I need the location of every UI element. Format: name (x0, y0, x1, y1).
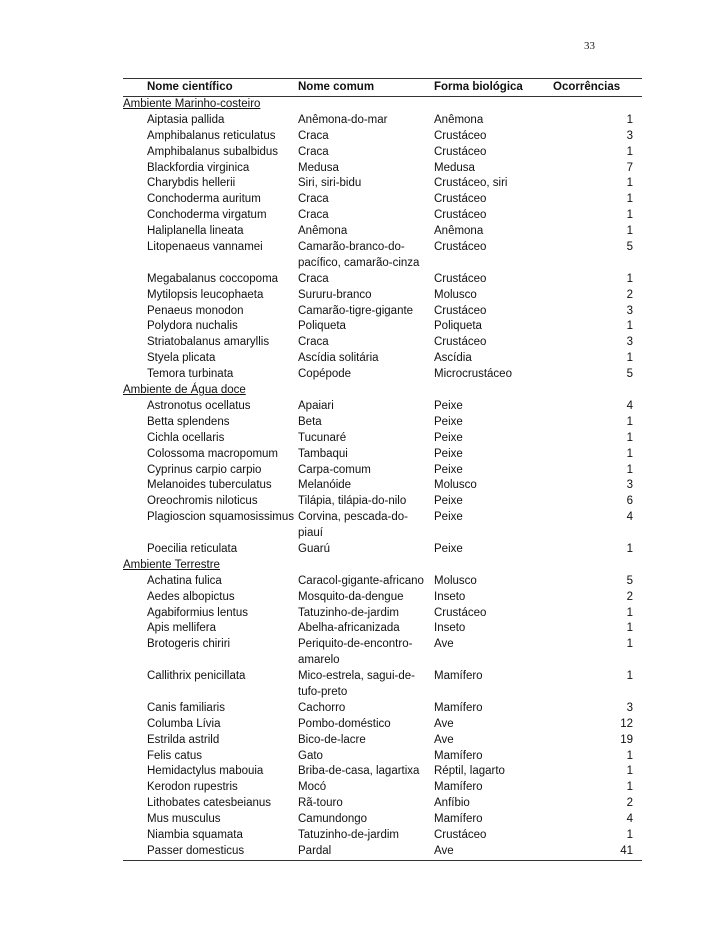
common-name-cell: Bico-de-lacre (298, 733, 366, 746)
common-name-cell: Mosquito-da-dengue (298, 590, 404, 603)
common-name-cell: Cachorro (298, 701, 346, 714)
table-body (123, 97, 642, 860)
common-name-cell: Ascídia solitária (298, 352, 379, 365)
scientific-name-cell: Felis catus (147, 749, 202, 762)
occurrences-cell: 1 (626, 670, 633, 683)
table-row (123, 574, 642, 590)
section-title: Ambiente de Água doce (123, 384, 246, 397)
common-name-cell: Tilápia, tilápia-do-nilo (298, 495, 407, 508)
scientific-name-cell: Betta splendens (147, 415, 230, 428)
scientific-name-cell: Conchoderma virgatum (147, 209, 267, 222)
scientific-name-cell: Passer domesticus (147, 844, 245, 857)
table-row (123, 494, 642, 510)
biological-form-cell: Anfíbio (434, 797, 470, 810)
common-name-cell: Sururu-branco (298, 288, 372, 301)
table-row (123, 335, 642, 351)
common-name-cell: Tatuzinho-de-jardim (298, 829, 399, 842)
biological-form-cell: Inseto (434, 622, 466, 635)
page-number: 33 (584, 40, 595, 52)
table-row (123, 463, 642, 479)
scientific-name-cell: Blackfordia virginica (147, 161, 250, 174)
table-row (123, 431, 642, 447)
scientific-name-cell: Canis familiaris (147, 701, 225, 714)
table-row (123, 351, 642, 367)
table-row (123, 447, 642, 463)
common-name-cell: Corvina, pescada-do-piauí (298, 511, 408, 540)
common-name-cell: Craca (298, 145, 329, 158)
table-row (123, 113, 642, 129)
biological-form-cell: Peixe (434, 399, 463, 412)
scientific-name-cell: Cichla ocellaris (147, 431, 225, 444)
biological-form-cell: Ave (434, 638, 454, 651)
biological-form-cell: Molusco (434, 479, 477, 492)
scientific-name-cell: Kerodon rupestris (147, 781, 238, 794)
occurrences-cell: 1 (626, 781, 633, 794)
occurrences-cell: 4 (626, 813, 633, 826)
occurrences-cell: 6 (626, 495, 633, 508)
common-name-cell: Pardal (298, 844, 332, 857)
occurrences-cell: 1 (626, 606, 633, 619)
common-name-cell: Briba-de-casa, lagartixa (298, 765, 420, 778)
common-name-cell: Apaiari (298, 399, 334, 412)
occurrences-cell: 1 (626, 352, 633, 365)
table-row (123, 717, 642, 733)
occurrences-cell: 1 (626, 177, 633, 190)
biological-form-cell: Mamífero (434, 749, 483, 762)
occurrences-cell: 1 (626, 463, 633, 476)
occurrences-cell: 1 (626, 145, 633, 158)
occurrences-cell: 1 (626, 272, 633, 285)
biological-form-cell: Medusa (434, 161, 475, 174)
biological-form-cell: Peixe (434, 447, 463, 460)
occurrences-cell: 1 (626, 447, 633, 460)
scientific-name-cell: Conchoderma auritum (147, 193, 261, 206)
table-bottom-rule (123, 860, 642, 861)
common-name-cell: Gato (298, 749, 323, 762)
scientific-name-cell: Agabiformius lentus (147, 606, 248, 619)
scientific-name-cell: Oreochromis niloticus (147, 495, 258, 508)
biological-form-cell: Peixe (434, 511, 463, 524)
scientific-name-cell: Melanoides tuberculatus (147, 479, 272, 492)
occurrences-cell: 1 (626, 320, 633, 333)
occurrences-cell: 12 (620, 717, 633, 730)
biological-form-cell: Réptil, lagarto (434, 765, 505, 778)
scientific-name-cell: Aedes albopictus (147, 590, 235, 603)
biological-form-cell: Mamífero (434, 813, 483, 826)
occurrences-cell: 1 (626, 542, 633, 555)
biological-form-cell: Mamífero (434, 670, 483, 683)
occurrences-cell: 1 (626, 829, 633, 842)
occurrences-cell: 4 (626, 511, 633, 524)
common-name-cell: Melanóide (298, 479, 352, 492)
biological-form-cell: Anêmona (434, 225, 484, 238)
table-row (123, 145, 642, 161)
biological-form-cell: Ascídia (434, 352, 472, 365)
biological-form-cell: Crustáceo (434, 272, 487, 285)
scientific-name-cell: Colossoma macropomum (147, 447, 279, 460)
scientific-name-cell: Lithobates catesbeianus (147, 797, 272, 810)
biological-form-cell: Molusco (434, 574, 477, 587)
scientific-name-cell: Megabalanus coccopoma (147, 272, 279, 285)
table-row (123, 733, 642, 749)
common-name-cell: Craca (298, 193, 329, 206)
scientific-name-cell: Amphibalanus reticulatus (147, 129, 276, 142)
species-table (123, 78, 642, 861)
table-row (123, 319, 642, 335)
header-occurrences: Ocorrências (553, 81, 621, 93)
scientific-name-cell: Apis mellifera (147, 622, 217, 635)
common-name-cell: Siri, siri-bidu (298, 177, 362, 190)
biological-form-cell: Ave (434, 844, 454, 857)
table-row (123, 272, 642, 288)
occurrences-cell: 1 (626, 193, 633, 206)
occurrences-cell: 5 (626, 241, 633, 254)
occurrences-cell: 3 (626, 304, 633, 317)
scientific-name-cell: Charybdis hellerii (147, 177, 236, 190)
biological-form-cell: Mamífero (434, 781, 483, 794)
scientific-name-cell: Temora turbinata (147, 368, 234, 381)
biological-form-cell: Peixe (434, 495, 463, 508)
common-name-cell: Camarão-tigre-gigante (298, 304, 414, 317)
scientific-name-cell: Polydora nuchalis (147, 320, 238, 333)
scientific-name-cell: Achatina fulica (147, 574, 222, 587)
table-row (123, 367, 642, 383)
occurrences-cell: 4 (626, 399, 633, 412)
table-row (123, 224, 642, 240)
table-row (123, 606, 642, 622)
biological-form-cell: Peixe (434, 431, 463, 444)
common-name-cell: Craca (298, 209, 329, 222)
biological-form-cell: Microcrustáceo (434, 368, 512, 381)
table-row (123, 844, 642, 860)
occurrences-cell: 19 (620, 733, 633, 746)
scientific-name-cell: Brotogeris chiriri (147, 638, 231, 651)
occurrences-cell: 1 (626, 765, 633, 778)
biological-form-cell: Crustáceo (434, 829, 487, 842)
scientific-name-cell: Cyprinus carpio carpio (147, 463, 262, 476)
scientific-name-cell: Mytilopsis leucophaeta (147, 288, 264, 301)
table-row (123, 176, 642, 192)
common-name-cell: Guarú (298, 542, 330, 555)
scientific-name-cell: Litopenaeus vannamei (147, 241, 263, 254)
occurrences-cell: 1 (626, 209, 633, 222)
table-row (123, 796, 642, 812)
occurrences-cell: 1 (626, 622, 633, 635)
occurrences-cell: 1 (626, 638, 633, 651)
biological-form-cell: Mamífero (434, 701, 483, 714)
biological-form-cell: Peixe (434, 415, 463, 428)
table-row (123, 637, 642, 669)
biological-form-cell: Crustáceo, siri (434, 177, 508, 190)
table-row (123, 621, 642, 637)
table-row (123, 129, 642, 145)
occurrences-cell: 1 (626, 113, 633, 126)
table-row (123, 828, 642, 844)
common-name-cell: Caracol-gigante-africano (298, 574, 424, 587)
occurrences-cell: 3 (626, 479, 633, 492)
biological-form-cell: Crustáceo (434, 304, 487, 317)
common-name-cell: Craca (298, 272, 329, 285)
biological-form-cell: Crustáceo (434, 241, 487, 254)
table-row (123, 701, 642, 717)
table-row (123, 510, 642, 542)
occurrences-cell: 1 (626, 225, 633, 238)
section-title: Ambiente Marinho-costeiro (123, 98, 261, 110)
scientific-name-cell: Striatobalanus amaryllis (147, 336, 270, 349)
biological-form-cell: Crustáceo (434, 193, 487, 206)
biological-form-cell: Anêmona (434, 113, 484, 126)
biological-form-cell: Ave (434, 733, 454, 746)
common-name-cell: Pombo-doméstico (298, 717, 391, 730)
occurrences-cell: 1 (626, 415, 633, 428)
biological-form-cell: Crustáceo (434, 209, 487, 222)
table-row (123, 749, 642, 765)
scientific-name-cell: Astronotus ocellatus (147, 399, 251, 412)
table-row (123, 161, 642, 177)
scientific-name-cell: Columba Lívia (147, 717, 221, 730)
common-name-cell: Craca (298, 336, 329, 349)
occurrences-cell: 3 (626, 336, 633, 349)
table-header (123, 78, 642, 97)
table-row (123, 542, 642, 558)
table-row (123, 812, 642, 828)
common-name-cell: Rã-touro (298, 797, 343, 810)
biological-form-cell: Ave (434, 717, 454, 730)
common-name-cell: Beta (298, 415, 322, 428)
scientific-name-cell: Styela plicata (147, 352, 216, 365)
scientific-name-cell: Aiptasia pallida (147, 113, 225, 126)
common-name-cell: Periquito-de-encontro-amarelo (298, 638, 413, 667)
biological-form-cell: Poliqueta (434, 320, 482, 333)
section-title: Ambiente Terrestre (123, 558, 220, 571)
table-row (123, 399, 642, 415)
biological-form-cell: Inseto (434, 590, 466, 603)
biological-form-cell: Crustáceo (434, 606, 487, 619)
table-row (123, 780, 642, 796)
table-row (123, 764, 642, 780)
biological-form-cell: Crustáceo (434, 145, 487, 158)
table-row (123, 590, 642, 606)
header-biological-form: Forma biológica (434, 81, 523, 93)
common-name-cell: Mocó (298, 781, 327, 794)
scientific-name-cell: Estrilda astrild (147, 733, 220, 746)
header-common-name: Nome comum (298, 81, 375, 93)
biological-form-cell: Peixe (434, 463, 463, 476)
biological-form-cell: Crustáceo (434, 129, 487, 142)
common-name-cell: Tatuzinho-de-jardim (298, 606, 399, 619)
occurrences-cell: 1 (626, 749, 633, 762)
table-row (123, 288, 642, 304)
occurrences-cell: 5 (626, 574, 633, 587)
occurrences-cell: 2 (626, 797, 633, 810)
biological-form-cell: Molusco (434, 288, 477, 301)
scientific-name-cell: Hemidactylus mabouia (147, 765, 264, 778)
scientific-name-cell: Mus musculus (147, 813, 221, 826)
table-row (123, 192, 642, 208)
common-name-cell: Anêmona (298, 225, 348, 238)
occurrences-cell: 3 (626, 701, 633, 714)
common-name-cell: Anêmona-do-mar (298, 113, 388, 126)
table-row (123, 304, 642, 320)
scientific-name-cell: Plagioscion squamosissimus (147, 511, 295, 524)
table-row (123, 208, 642, 224)
table-row (123, 669, 642, 701)
biological-form-cell: Peixe (434, 542, 463, 555)
common-name-cell: Camundongo (298, 813, 368, 826)
scientific-name-cell: Penaeus monodon (147, 304, 244, 317)
scientific-name-cell: Callithrix penicillata (147, 670, 246, 683)
common-name-cell: Camarão-branco-do-pacífico, camarão-cinza (298, 241, 420, 269)
occurrences-cell: 5 (626, 368, 633, 381)
scientific-name-cell: Amphibalanus subalbidus (147, 145, 279, 158)
common-name-cell: Carpa-comum (298, 463, 371, 476)
occurrences-cell: 2 (626, 590, 633, 603)
occurrences-cell: 1 (626, 431, 633, 444)
table-row (123, 478, 642, 494)
common-name-cell: Tambaqui (298, 447, 348, 460)
common-name-cell: Tucunaré (298, 431, 347, 444)
scientific-name-cell: Niambia squamata (147, 829, 243, 842)
table-row (123, 240, 642, 272)
occurrences-cell: 2 (626, 288, 633, 301)
common-name-cell: Copépode (298, 368, 352, 381)
biological-form-cell: Crustáceo (434, 336, 487, 349)
common-name-cell: Abelha-africanizada (298, 622, 400, 635)
table-row (123, 415, 642, 431)
common-name-cell: Craca (298, 129, 329, 142)
common-name-cell: Medusa (298, 161, 339, 174)
occurrences-cell: 7 (626, 161, 633, 174)
header-scientific-name: Nome científico (147, 81, 233, 93)
scientific-name-cell: Poecilia reticulata (147, 542, 238, 555)
common-name-cell: Mico-estrela, sagui-de-tufo-preto (298, 670, 415, 699)
scientific-name-cell: Haliplanella lineata (147, 225, 244, 238)
occurrences-cell: 3 (626, 129, 633, 142)
common-name-cell: Poliqueta (298, 320, 346, 333)
occurrences-cell: 41 (620, 844, 633, 857)
